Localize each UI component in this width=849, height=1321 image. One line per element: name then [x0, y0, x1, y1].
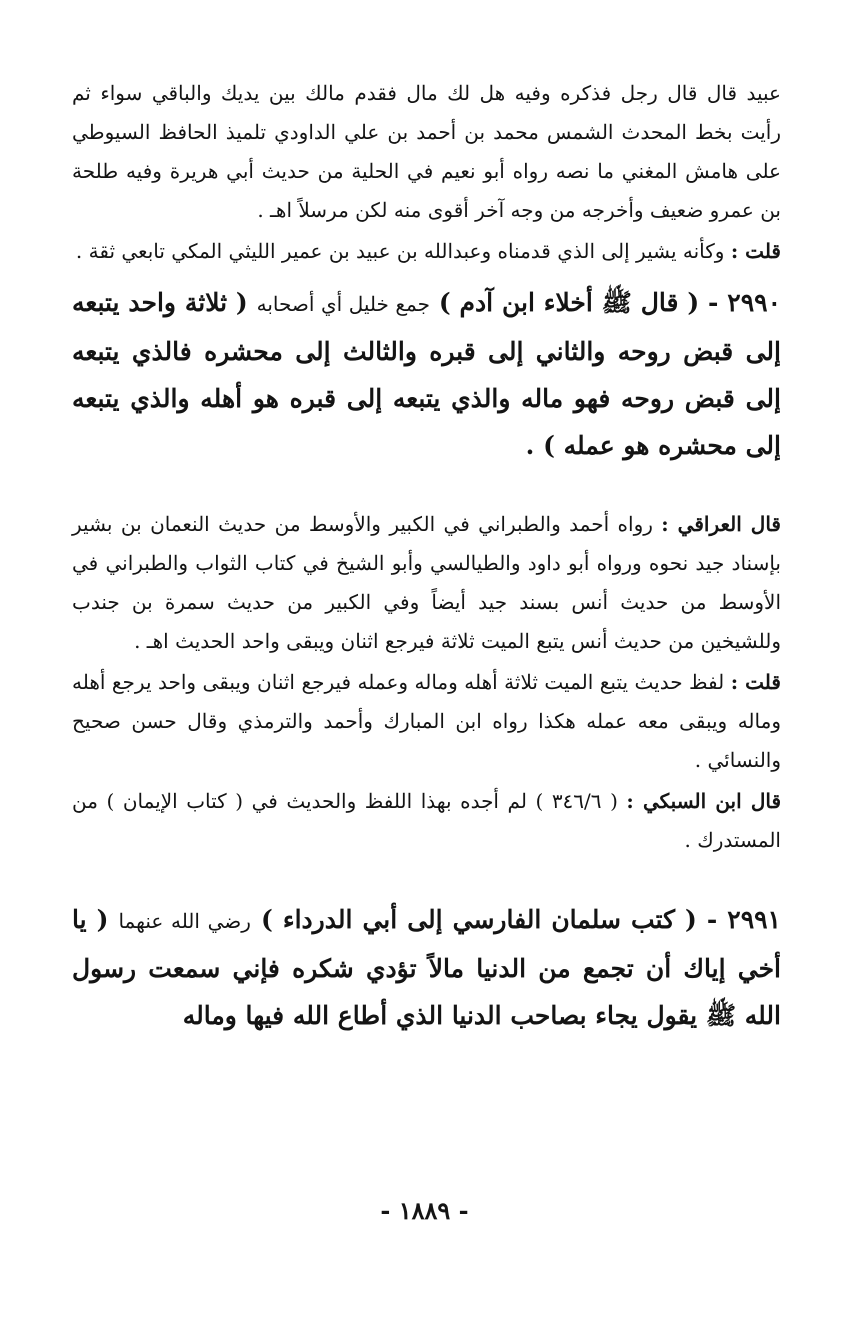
paragraph-qult-1 — [72, 232, 781, 271]
paragraph-text: عبيد قال قال رجل فذكره وفيه هل لك مال فقدم مالك بين يديك والباقي سواء ثم رأيت بخط المحدث الشمس محمد بن أحمد بن علي الداودي تلميذ الحافظ السيوطي على هامش المغني ما نصه رواه أبو نعيم في الحلية من حديث أبي هريرة وفيه طلحة بن عمرو ضعيف وأخرجه من وجه آخر أقوى منه لكن مرسلاً اهـ . — [72, 81, 781, 222]
paragraph-heading: قال ابن السبكي : — [626, 789, 782, 813]
hadith-2990 — [72, 279, 781, 469]
paragraph-qult-2 — [72, 663, 781, 780]
paragraph-iraqi — [72, 505, 781, 661]
paragraph-continuation — [72, 74, 781, 230]
hadith-2991 — [72, 896, 781, 1039]
hadith-heading: ( قال ﷺ أخلاء ابن آدم ) — [438, 288, 700, 317]
paragraph-text: وكأنه يشير إلى الذي قدمناه وعبدالله بن عبيد بن عمير الليثي المكي تابعي ثقة . — [75, 239, 725, 263]
hadith-number: ٢٩٩٠ - — [708, 288, 782, 317]
paragraph-heading: قلت : — [730, 239, 781, 263]
paragraph-heading: قلت : — [730, 670, 781, 694]
paragraph-text: ( ٣٤٦/٦ ) لم أجده بهذا اللفظ والحديث في ( كتاب الإيمان ) من المستدرك . — [72, 789, 781, 852]
paragraph-subki — [72, 782, 781, 860]
hadith-gloss: جمع خليل أي أصحابه — [256, 292, 430, 316]
paragraph-heading: قال العراقي : — [661, 512, 781, 536]
hadith-heading: ( كتب سلمان الفارسي إلى أبي الدرداء ) — [260, 905, 697, 934]
hadith-number: ٢٩٩١ - — [706, 905, 781, 934]
hadith-text: ( ثلاثة واحد يتبعه إلى قبض روحه والثاني إلى قبره والثالث إلى محشره فالذي يتبعه إلى قبض روحه فهو ماله والذي يتبعه إلى قبره هو أهله والذي يتبعه إلى محشره هو عمله ) . — [72, 288, 781, 460]
hadith-gloss: رضي الله عنهما — [118, 909, 251, 933]
paragraph-text: لفظ حديث يتبع الميت ثلاثة أهله وماله وعمله فيرجع اثنان ويبقى واحد يرجع أهله وماله ويبقى معه عمله هكذا رواه ابن المبارك وأحمد والترمذي وقال حسن صحيح والنسائي . — [72, 670, 781, 772]
paragraph-text: رواه أحمد والطبراني في الكبير والأوسط من حديث النعمان بن بشير بإسناد جيد نحوه ورواه أبو داود والطيالسي وأبو الشيخ في كتاب الثواب والطبراني في الأوسط من حديث أنس بسند جيد أيضاً وفي الكبير من حديث سمرة بن جندب وللشيخين من حديث أنس يتبع الميت ثلاثة فيرجع اثنان ويبقى واحد الحديث اهـ . — [72, 512, 781, 653]
hadith-text: ( يا أخي إياك أن تجمع من الدنيا مالاً تؤدي شكره فإني سمعت رسول الله ﷺ يقول يجاء بصاحب الدنيا الذي أطاع الله فيها وماله — [72, 905, 781, 1030]
page-number: - ١٨٨٩ - — [380, 1196, 469, 1225]
